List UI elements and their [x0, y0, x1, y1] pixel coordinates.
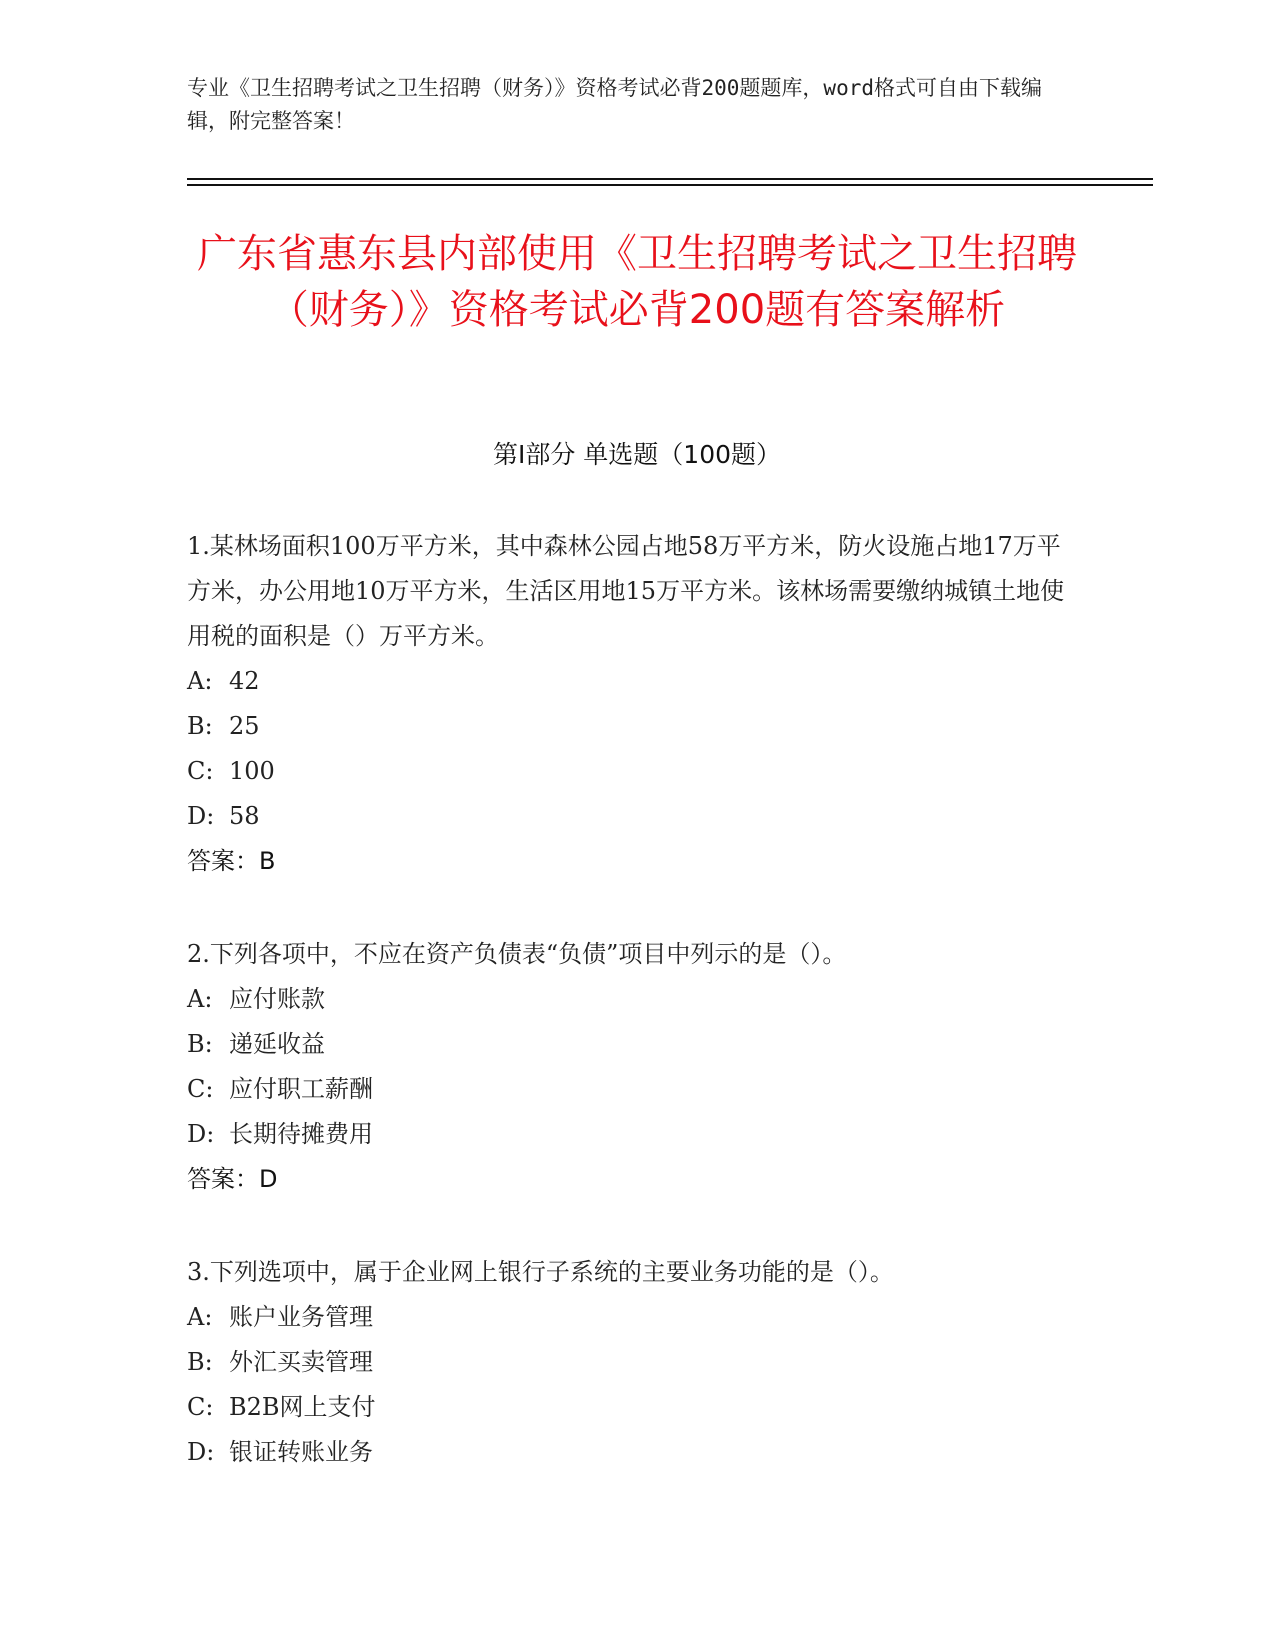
header-divider-bottom: [187, 184, 1153, 186]
option-a: [187, 1295, 1077, 1340]
question-stem: 2.下列各项中，不应在资产负债表“负债”项目中列示的是（）。: [187, 940, 847, 968]
section-heading: 第I部分 单选题（100题）: [492, 440, 782, 469]
option-letter: C:: [187, 1075, 214, 1103]
question-2: [187, 932, 1077, 1202]
question-1: [187, 524, 1077, 884]
question-stem: 1.某林场面积100万平方米，其中森林公园占地58万平方米，防火设施占地17万平方米，办公用地10万平方米，生活区用地15万平方米。该林场需要缴纳城镇土地使用税的面积是（）万平方米。: [187, 532, 1065, 650]
option-letter: C:: [187, 1393, 214, 1421]
question-3: [187, 1250, 1077, 1475]
option-text: 银证转账业务: [229, 1438, 373, 1466]
option-c: [187, 1067, 1077, 1112]
option-text: 100: [229, 757, 275, 785]
option-text: 应付职工薪酬: [229, 1075, 373, 1103]
option-letter: C:: [187, 757, 214, 785]
question-list: [187, 524, 1077, 1523]
option-text: 25: [229, 712, 260, 740]
option-c: [187, 1385, 1077, 1430]
question-stem: 3.下列选项中，属于企业网上银行子系统的主要业务功能的是（）。: [187, 1258, 894, 1286]
option-text: 58: [229, 802, 260, 830]
option-letter: B:: [187, 712, 213, 740]
option-text: 应付账款: [229, 985, 325, 1013]
option-d: [187, 1430, 1077, 1475]
option-c: [187, 749, 1077, 794]
option-text: B2B网上支付: [229, 1393, 376, 1421]
option-letter: A:: [187, 667, 213, 695]
option-letter: D:: [187, 802, 215, 830]
option-letter: A:: [187, 1303, 213, 1331]
option-text: 外汇买卖管理: [229, 1348, 373, 1376]
option-b: [187, 704, 1077, 749]
option-a: [187, 977, 1077, 1022]
option-letter: B:: [187, 1348, 213, 1376]
option-b: [187, 1340, 1077, 1385]
option-text: 42: [229, 667, 260, 695]
option-text: 递延收益: [229, 1030, 325, 1058]
option-text: 账户业务管理: [229, 1303, 373, 1331]
option-a: [187, 659, 1077, 704]
header-note: 专业《卫生招聘考试之卫生招聘（财务）》资格考试必背200题题库，word格式可自由下载编辑，附完整答案！: [187, 76, 1042, 133]
header-divider-top: [187, 178, 1153, 180]
option-letter: B:: [187, 1030, 213, 1058]
option-b: [187, 1022, 1077, 1067]
document-title: 广东省惠东县内部使用《卫生招聘考试之卫生招聘（财务）》资格考试必背200题有答案解析: [197, 231, 1077, 333]
option-letter: D:: [187, 1438, 215, 1466]
option-text: 长期待摊费用: [229, 1120, 373, 1148]
answer-line: 答案：B: [187, 847, 276, 875]
answer-line: 答案：D: [187, 1165, 278, 1193]
option-letter: A:: [187, 985, 213, 1013]
option-d: [187, 1112, 1077, 1157]
option-letter: D:: [187, 1120, 215, 1148]
option-d: [187, 794, 1077, 839]
